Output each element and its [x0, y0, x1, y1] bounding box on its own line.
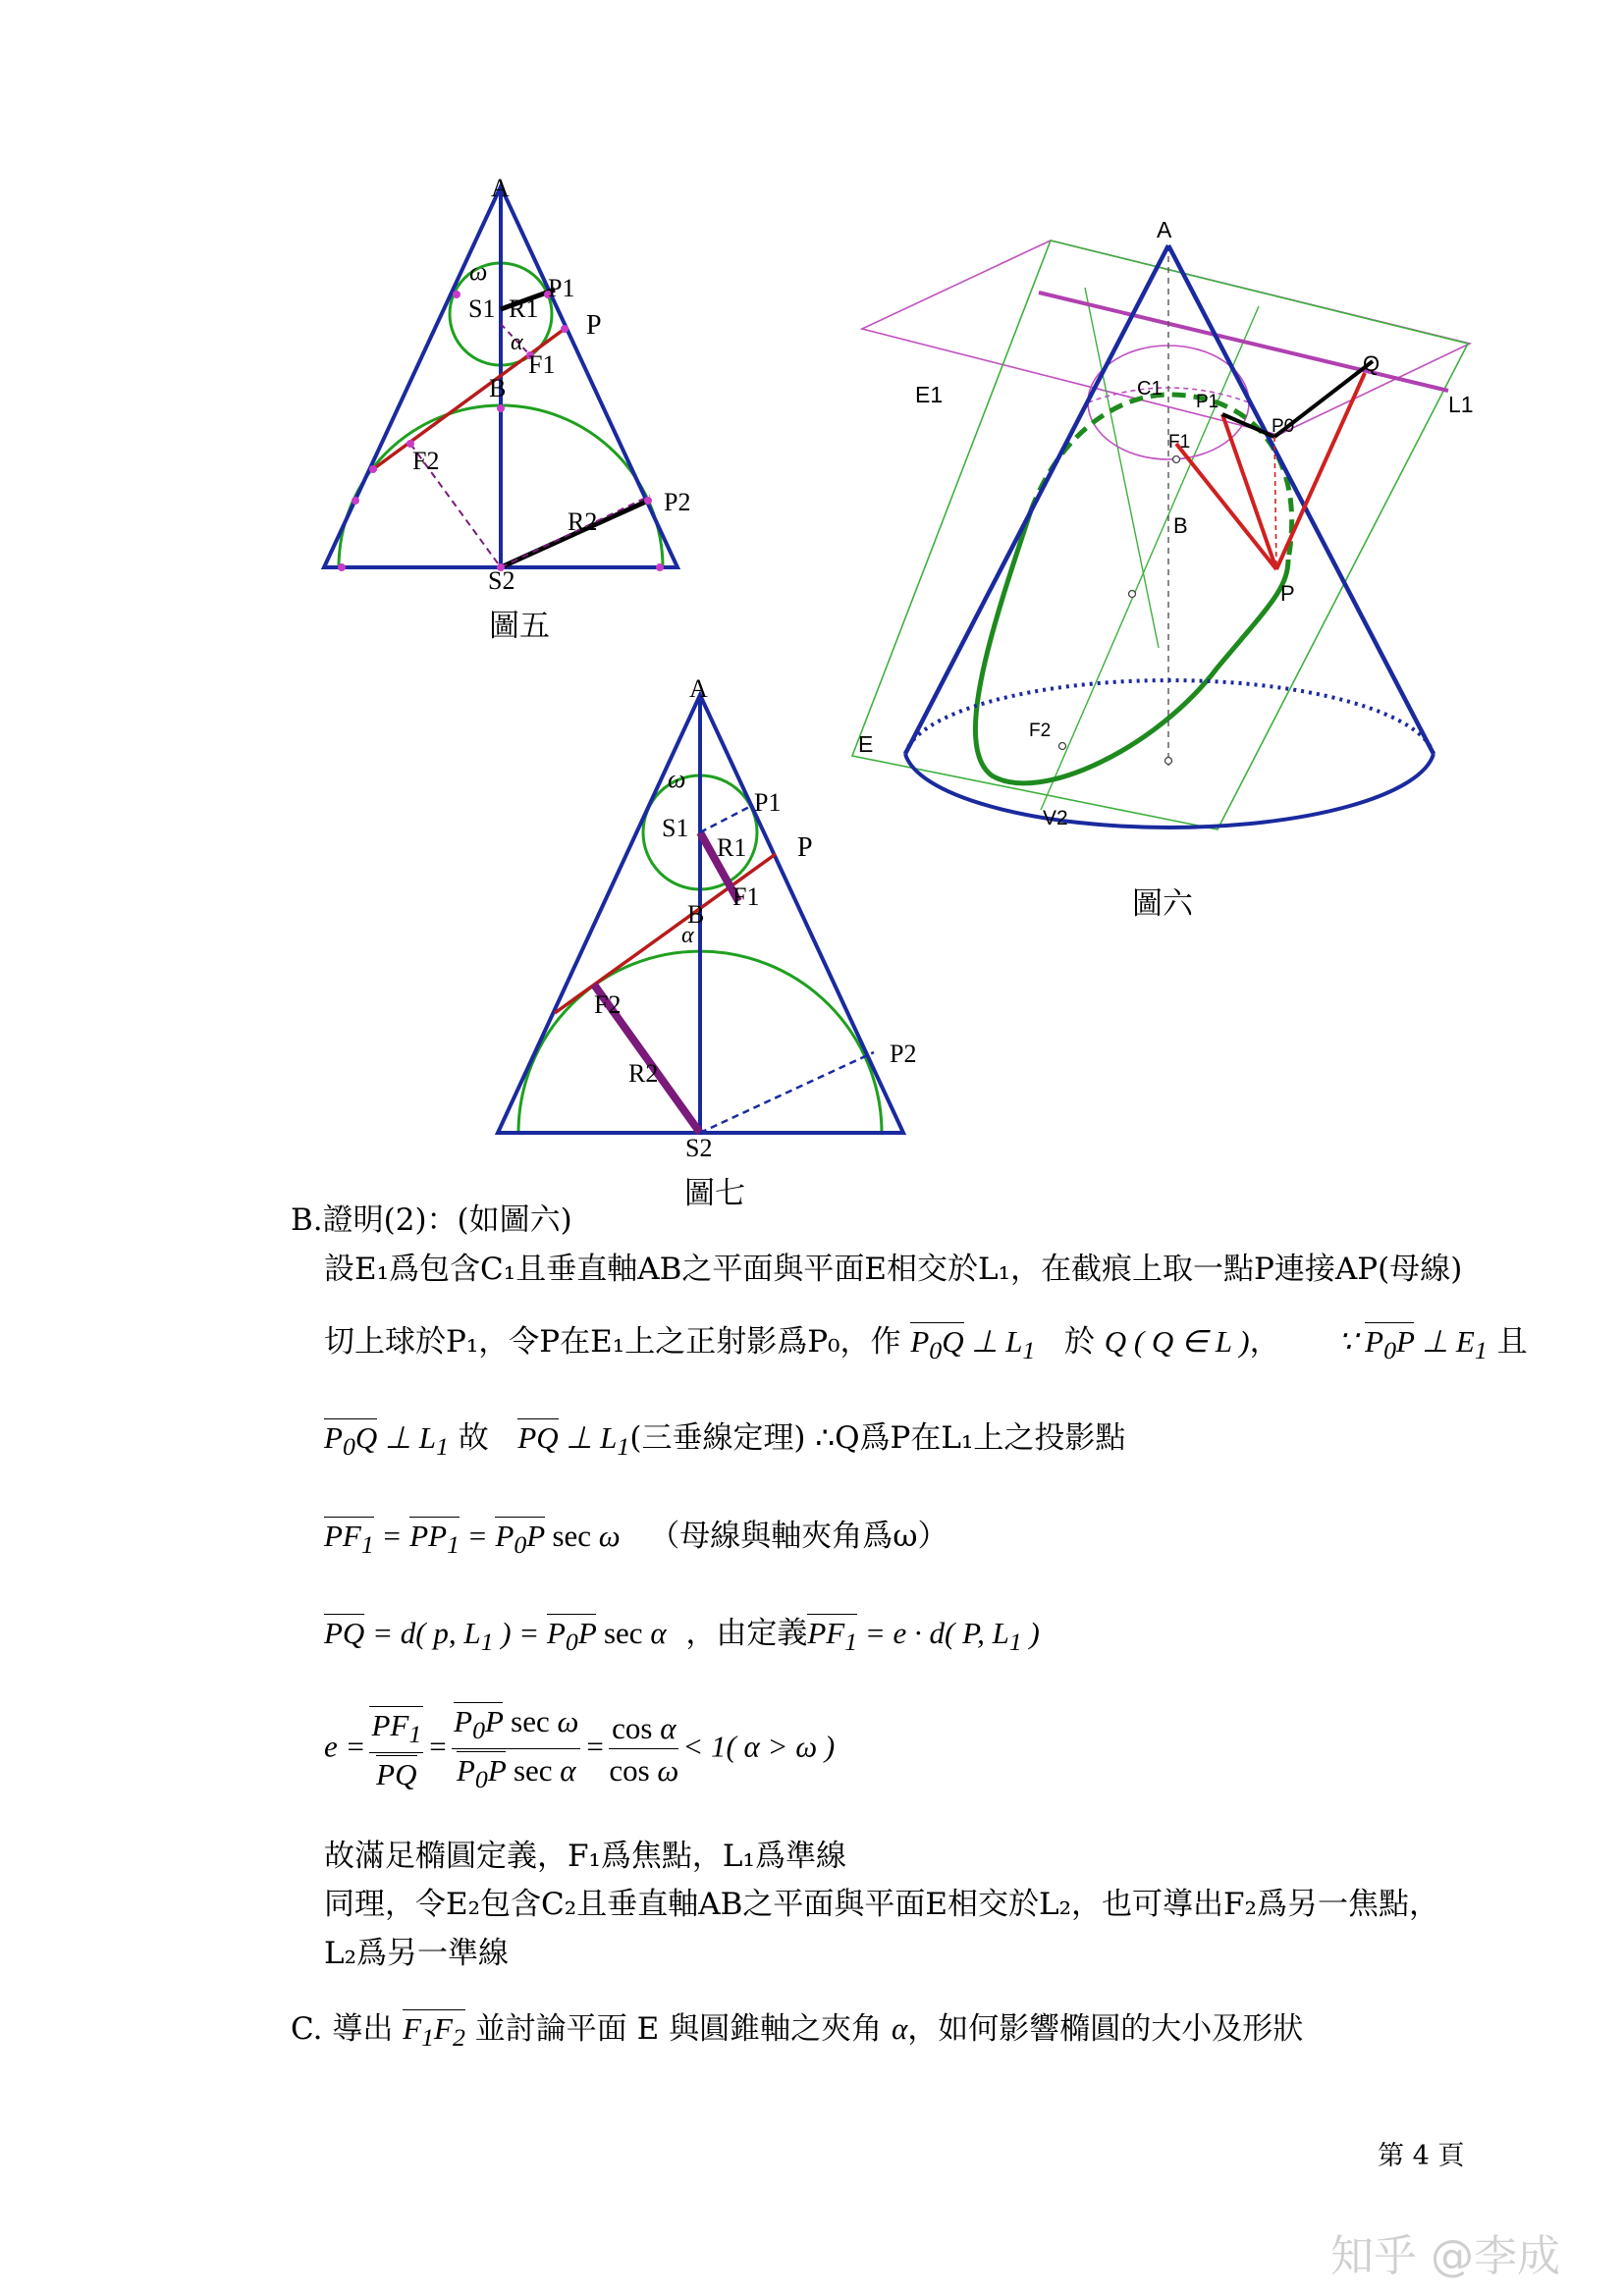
fig5-label-alpha: α: [511, 330, 523, 355]
fig7-dashed-p1: [700, 805, 753, 832]
fig5-label-a: A: [491, 174, 510, 202]
fig7-label-r1: R1: [717, 833, 747, 862]
fig6-label-f2: F2: [1029, 721, 1052, 741]
fig7-label-p: P: [797, 832, 813, 863]
fig6-label-a: A: [1157, 217, 1172, 242]
fig6-plane-line-1: [1085, 288, 1159, 648]
proof-line-3-formula-2: PQ ⊥ $L_1$: [517, 1420, 630, 1462]
fig7-label-b: B: [687, 900, 705, 929]
proof-line-4: [324, 1518, 948, 1561]
page-number: 第 4 頁: [1378, 2141, 1465, 2171]
proof-line-8: 同理，令E₂包含C₂且垂直軸AB之平面與平面E相交於L₂，也可導出F₂爲另一焦點，: [324, 1887, 1439, 1922]
fig6-ellipse-visible: [975, 510, 1288, 783]
proof-line-7: 故滿足橢圓定義，F₁爲焦點，L₁爲準線: [324, 1839, 846, 1874]
fig7-label-f1: F1: [732, 882, 760, 911]
proof-line-2-text-b: 於: [1063, 1324, 1095, 1360]
proof-line-3-text-a: 故: [458, 1420, 489, 1456]
fig6-label-b: B: [1173, 513, 1188, 538]
fig7-label-p2: P2: [890, 1040, 917, 1068]
proof-line-2-text-a: 切上球於P₁，令P在E₁上之正射影爲P₀，作: [324, 1324, 901, 1360]
fig6-pf1: [1176, 444, 1276, 569]
proof-line-5-note: ，由定義: [685, 1616, 808, 1651]
fig7-label-alpha: α: [681, 923, 694, 948]
proof-line-1: 設E₁爲包含C₁且垂直軸AB之平面與平面E相交於L₁，在截痕上取一點P連接AP(母線): [324, 1252, 1463, 1287]
fig6-label-e: E: [858, 731, 874, 757]
fig7-dashed-p2: [700, 1052, 874, 1133]
fig6-label-f1: F1: [1168, 432, 1191, 453]
fig7-label-a: A: [689, 674, 708, 703]
proof-line-2-formula-2: Q ( Q ∈ L ): [1104, 1324, 1250, 1359]
proof-line-5-formula-1: PQ = d( p, $L_1$ ) = $P_0P$ sec α: [324, 1616, 667, 1657]
fig5-label-f2: F2: [412, 447, 440, 475]
proof-line-4-note: （母線與軸夾角爲ω）: [649, 1519, 948, 1554]
fig5-label-omega: ω: [469, 257, 488, 286]
proof-line-4-formula: $PF_1 = PP_1 = P_0P$ sec ω: [324, 1519, 621, 1560]
fig7-label-p1: P1: [754, 788, 782, 817]
fig6-caption: 圖六: [1132, 886, 1193, 922]
proof-line-3-text-b: (三垂線定理) ∴Q爲P在L₁上之投影點: [629, 1420, 1126, 1456]
fig7-label-f2: F2: [594, 990, 622, 1019]
fig5-label-r1: R1: [509, 294, 539, 323]
proof-line-6-eccentricity: e = $\frac{PF_1}{PQ}$ = $\frac{P_0P \sec \omega}{P_0P \sec \alpha}$ = $\frac{\text{cos α}}{\text{cos ω}}$ < 1( α > ω ): [324, 1704, 836, 1794]
heading-c-text-c: ，如何影響橢圓的大小及形狀: [907, 2011, 1304, 2047]
proof-line-2-formula-3: ∵ $P_0P$ ⊥ $E_1$: [1337, 1324, 1488, 1365]
heading-c-formula-f1f2: $F_1F_2$: [403, 2011, 465, 2053]
fig7-label-omega: ω: [668, 765, 686, 793]
heading-c-text-b: 並討論平面 E 與圓錐軸之夾角: [474, 2011, 883, 2047]
heading-c: [291, 2010, 1303, 2054]
heading-c-formula-alpha: α: [891, 2011, 908, 2046]
proof-line-2-text-c: ，: [1249, 1324, 1280, 1360]
heading-c-text-a: C. 導出: [291, 2011, 394, 2047]
fig6-label-c1: C1: [1137, 378, 1163, 400]
fig6-label-l1: L1: [1448, 392, 1474, 417]
fig6-ellipse-hidden: [1031, 395, 1295, 560]
proof-line-3: [324, 1419, 1125, 1463]
fig5-label-p2: P2: [664, 488, 691, 516]
fig5-caption: 圖五: [489, 609, 550, 644]
proof-line-2-text-d: 且: [1496, 1324, 1528, 1360]
proof-line-3-formula-1: $P_0Q$ ⊥ $L_1$: [324, 1420, 449, 1462]
fig6-label-v2: V2: [1043, 807, 1068, 829]
fig7-caption: 圖七: [684, 1176, 745, 1211]
proof-line-5: [324, 1615, 1040, 1658]
figure-6: [852, 217, 1474, 829]
proof-line-5-formula-2: $PF_1 = e \cdot d$( P, $L_1$ ): [807, 1616, 1040, 1657]
fig5-label-p: P: [586, 310, 602, 341]
proof-line-9: L₂爲另一準線: [324, 1936, 510, 1971]
fig7-label-s1: S1: [662, 814, 689, 842]
fig6-label-e1: E1: [915, 382, 944, 407]
figure-7: [498, 674, 916, 1162]
fig6-label-p0: P0: [1272, 416, 1295, 437]
heading-b: B.證明(2)：(如圖六): [291, 1202, 572, 1238]
fig6-points: [1059, 456, 1180, 765]
fig7-label-s2: S2: [685, 1134, 713, 1162]
fig6-label-p1: P1: [1196, 392, 1219, 412]
fig7-label-r2: R2: [628, 1059, 659, 1088]
fig6-label-p: P: [1280, 581, 1295, 606]
proof-line-2-formula-1: $P_0Q$ ⊥ $L_1$: [910, 1324, 1036, 1365]
watermark: 知乎 @李成: [1330, 2231, 1560, 2281]
fig5-label-p1: P1: [548, 274, 575, 302]
figure-5: [324, 174, 690, 595]
fig5-label-r2: R2: [568, 507, 598, 536]
fig5-label-f1: F1: [528, 350, 556, 379]
fig6-label-q: Q: [1363, 351, 1380, 376]
proof-line-2: [324, 1323, 1528, 1366]
fig5-label-b: B: [489, 374, 507, 402]
fig5-label-s1: S1: [468, 294, 496, 323]
fig5-label-s2: S2: [488, 566, 515, 595]
